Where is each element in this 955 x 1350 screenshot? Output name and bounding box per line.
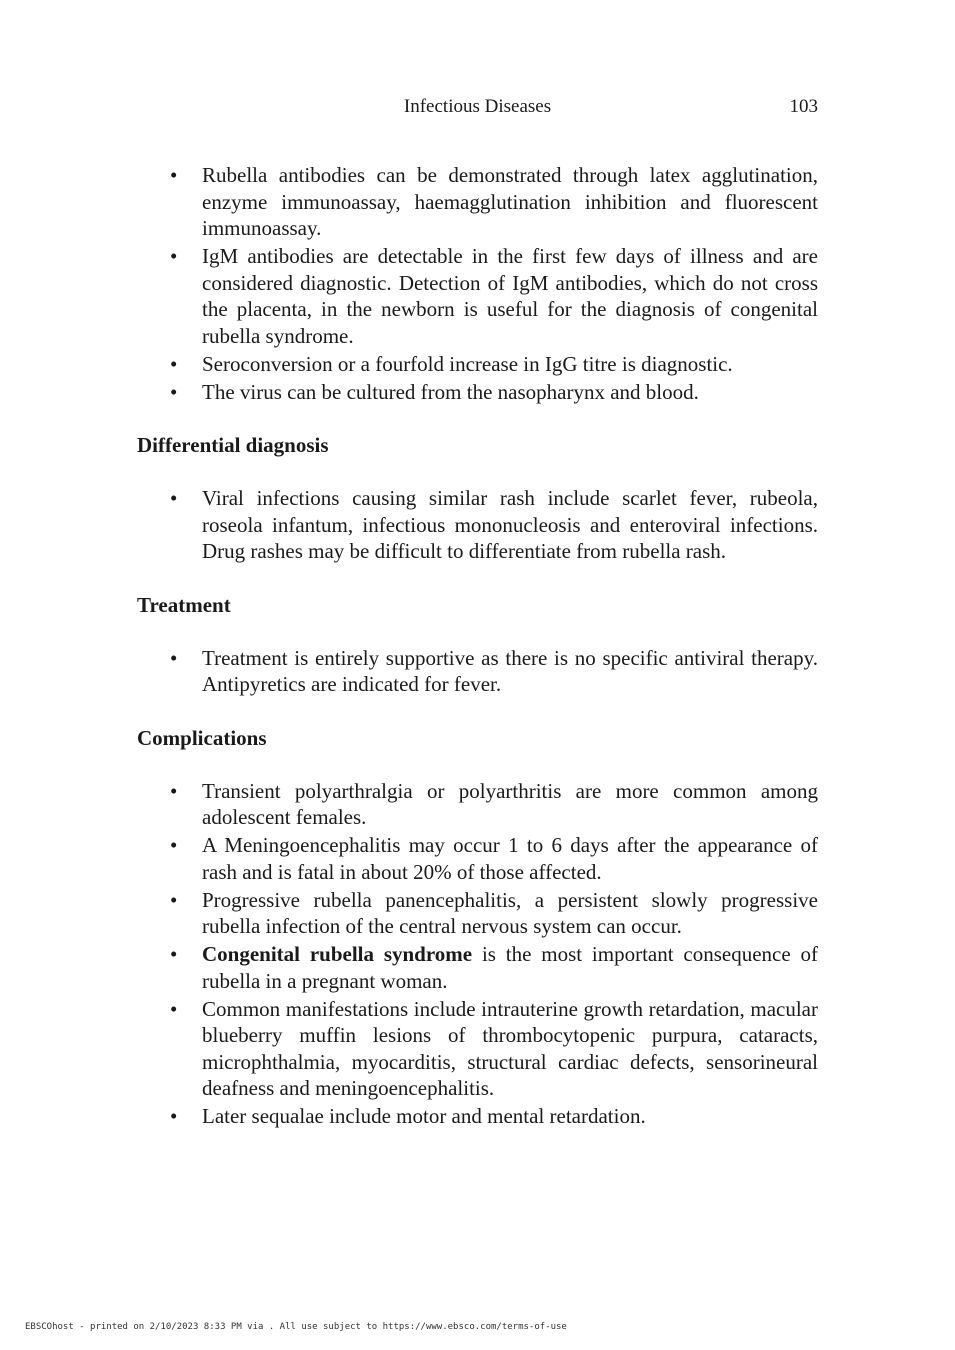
crs-description: is the most important consequence of rubella in a pregnant woman. — [202, 942, 818, 993]
complications-list — [137, 778, 818, 1130]
complications-heading: Complications — [137, 725, 267, 750]
running-title: Infectious Diseases — [403, 96, 552, 117]
treatment-list — [137, 645, 818, 698]
crs-bold-term: Congenital rubella syndrome — [202, 942, 473, 966]
differential-diagnosis-heading: Differential diagnosis — [137, 433, 329, 457]
list-item: • A Meningoencephalitis may occur 1 to 6 days after the appearance of rash and is fatal in about 20% of those affected. — [137, 832, 818, 885]
list-item: • Viral infections causing similar rash include scarlet fever, rubeola, roseola infantum, infectious mononucleosis and enteroviral infections. Drug rashes may be difficult to differentiate from rubella rash. — [137, 485, 818, 565]
list-item: • The virus can be cultured from the nasopharynx and blood. — [137, 379, 818, 406]
print-footer: EBSCOhost - printed on 2/10/2023 8:33 PM via . All use subject to https://www.ebsco.com/terms-of-use — [25, 1322, 567, 1332]
list-item: • Progressive rubella panencephalitis, a persistent slowly progressive rubella infection of the central nervous system can occur. — [137, 887, 818, 940]
list-item: • IgM antibodies are detectable in the first few days of illness and are considered diagnostic. Detection of IgM antibodies, which do not cross the placenta, in the newborn is useful for the diagnosis of congenital rubella syndrome. — [137, 243, 818, 349]
page-body — [137, 162, 818, 1131]
differential-list — [137, 485, 818, 565]
list-item: • Treatment is entirely supportive as there is no specific antiviral therapy. Antipyretics are indicated for fever. — [137, 645, 818, 698]
treatment-heading: Treatment — [137, 592, 231, 617]
page-number: 103 — [789, 96, 818, 117]
list-item: • Seroconversion or a fourfold increase in IgG titre is diagnostic. — [137, 351, 818, 378]
page-header — [137, 96, 818, 122]
list-item — [137, 941, 818, 994]
list-item: • Transient polyarthralgia or polyarthritis are more common among adolescent females. — [137, 778, 818, 831]
list-item: • Rubella antibodies can be demonstrated through latex agglutination, enzyme immunoassay, haemagglutination inhibition and fluorescent immunoassay. — [137, 162, 818, 242]
list-item: • Common manifestations include intrauterine growth retardation, macular blueberry muffin lesions of thrombocytopenic purpura, cataracts, microphthalmia, myocarditis, structural cardiac defects, sensorineural deafness and meningoencephalitis. — [137, 996, 818, 1102]
list-item: • Later sequalae include motor and mental retardation. — [137, 1103, 818, 1130]
diagnosis-list — [137, 162, 818, 405]
